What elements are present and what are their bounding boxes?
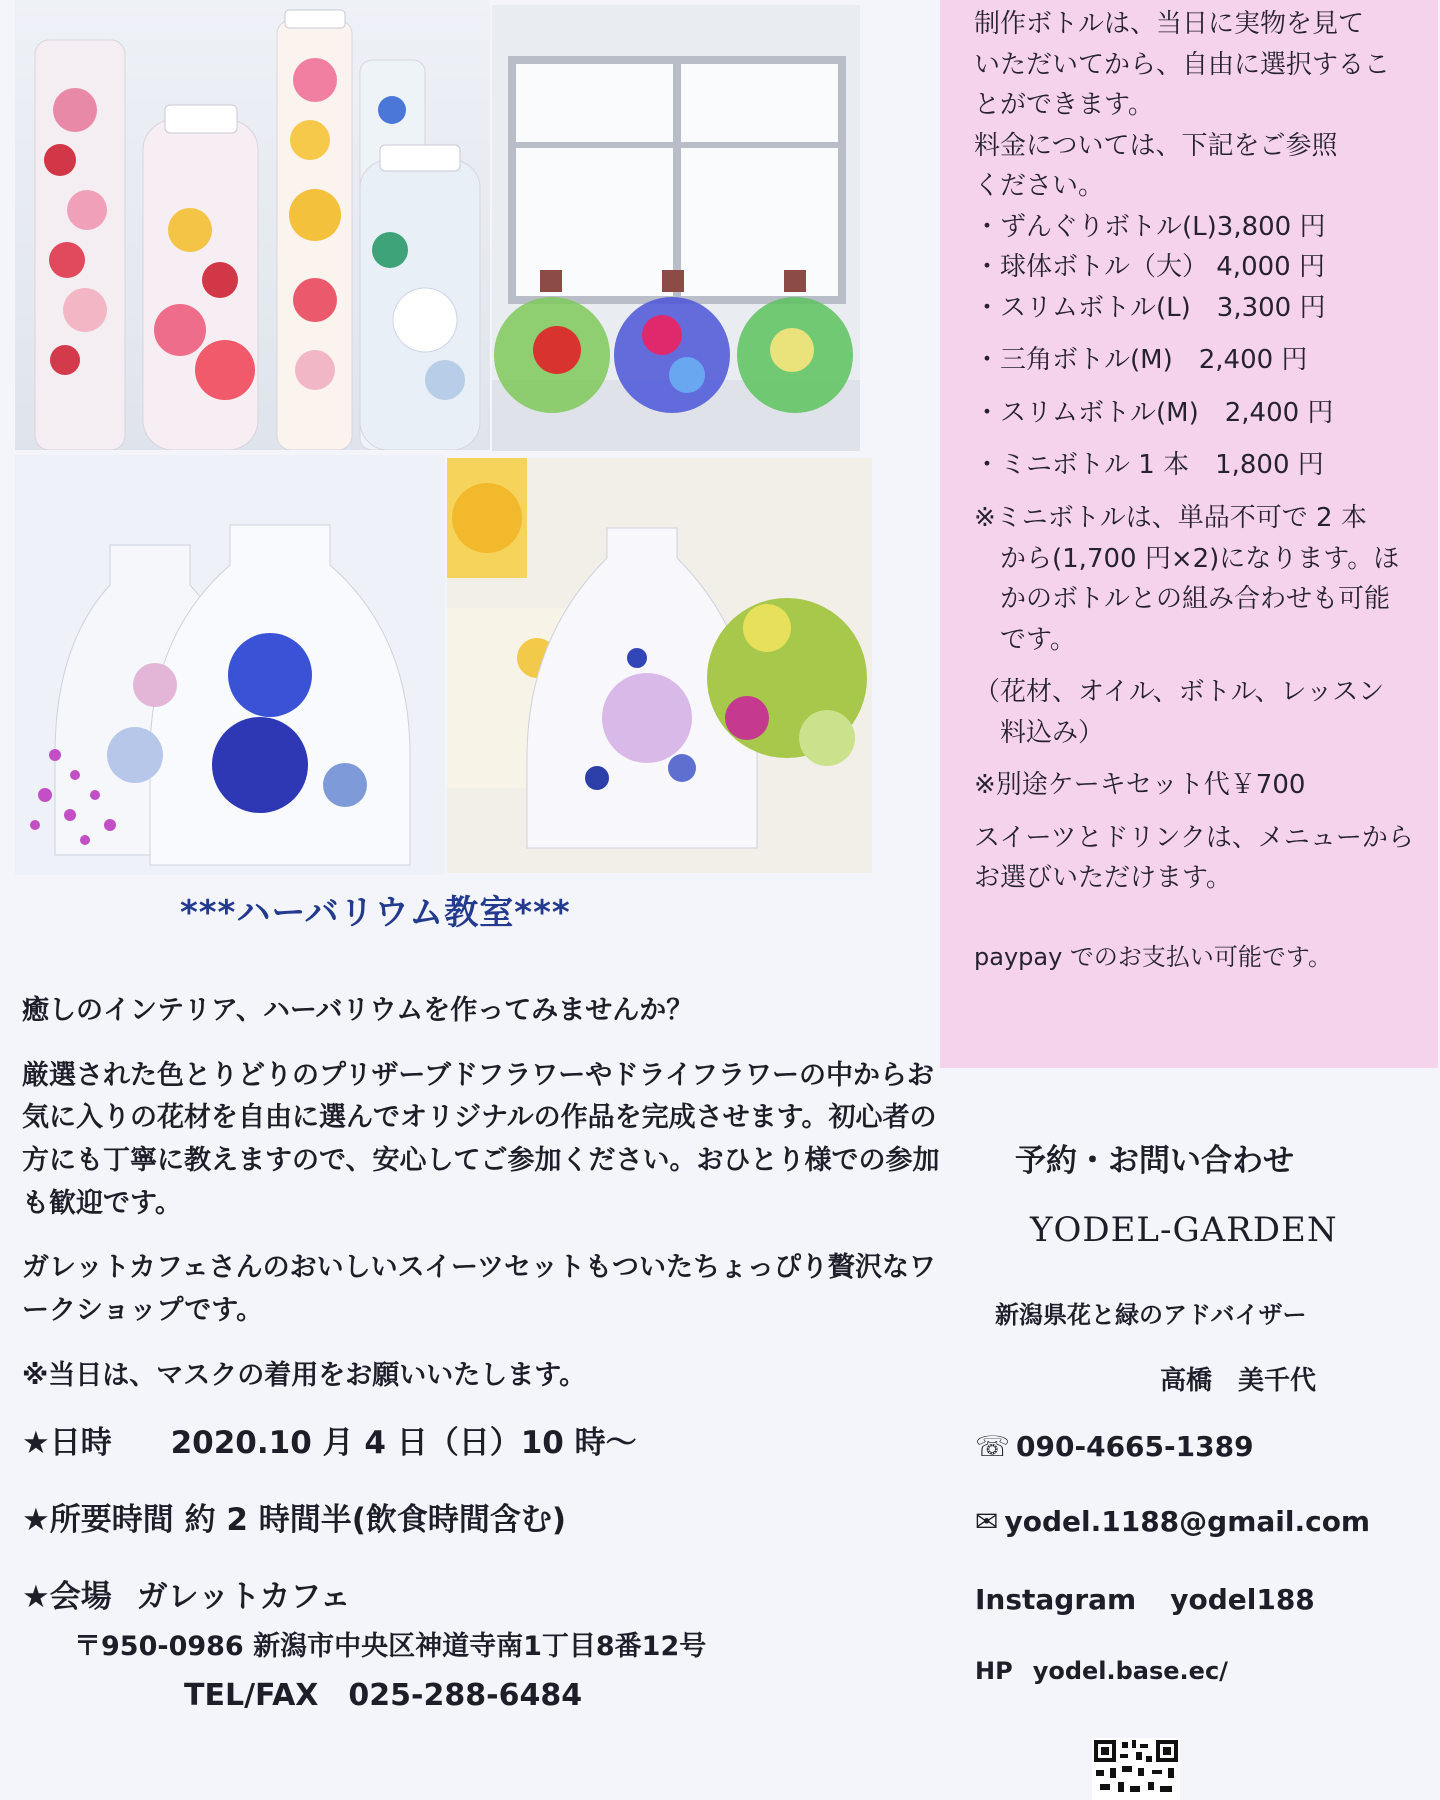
mail-icon: ✉ [975,1505,999,1538]
email-address[interactable]: yodel.1188@gmail.com [1004,1505,1371,1538]
duration-value: 約 2 時間半(飲食時間含む) [184,1502,567,1539]
sweets-note: スイーツとドリンクは、メニューから [974,822,1414,853]
venue-address-block [74,1624,942,1721]
pricing-panel [940,0,1438,1068]
instagram-handle[interactable]: yodel188 [1170,1583,1315,1616]
class-description [22,990,942,1721]
venue-tel: TEL/FAX 025-288-6484 [184,1678,583,1714]
phone-row[interactable] [975,1430,1254,1463]
included-note: （花材、オイル、ボトル、レッスン [974,677,1385,708]
phone-number[interactable]: 090-4665-1389 [1016,1430,1254,1463]
venue-row [22,1573,942,1622]
homepage-url[interactable]: yodel.base.ec/ [1032,1657,1228,1685]
intro-line: ください。 [974,171,1105,202]
date-label: ★日時 [22,1425,112,1462]
instagram-row[interactable] [975,1583,1315,1616]
included-note: 料込み） [974,717,1105,748]
photo-round-bottles-window [492,5,860,451]
mini-bottle-note: かのボトルとの組み合わせも可能 [974,584,1391,615]
mask-note: ※当日は、マスクの着用をお願いいたします。 [22,1359,587,1391]
class-title: ***ハーバリウム教室*** [180,893,571,933]
cafe-text: ガレットカフェさんのおいしいスイーツセットもついたちょっぴり贅沢なワークショップです。 [22,1252,936,1326]
advisor-name: 高橋 美千代 [1160,1366,1317,1396]
cake-set-note: ※別途ケーキセット代￥700 [974,770,1306,801]
price-item: ・スリムボトル(L) 3,300 円 [974,292,1326,323]
price-item: ・スリムボトル(M) 2,400 円 [974,397,1334,428]
photo-tall-bottles [15,0,490,450]
instagram-label: Instagram [975,1583,1137,1616]
mini-bottle-note: から(1,700 円×2)になります。ほ [974,543,1400,574]
homepage-label: HP [975,1657,1013,1685]
phone-icon: ☏ [975,1430,1011,1463]
price-item: ・ミニボトル 1 本 1,800 円 [974,450,1324,481]
homepage-row[interactable] [975,1657,1228,1685]
date-row [22,1419,942,1468]
lead-text: 癒しのインテリア、ハーバリウムを作ってみませんか？ [22,995,694,1026]
venue-address: 〒950-0986 新潟市中央区神道寺南1丁目8番12号 [74,1631,707,1663]
intro-line: 制作ボトルは、当日に実物を見て [974,9,1365,39]
duration-label: ★所要時間 [22,1502,174,1539]
email-row[interactable] [975,1505,1370,1538]
payment-note: paypay でのお支払い可能です。 [974,942,1332,971]
price-item: ・ずんぐりボトル(L)3,800 円 [974,211,1326,242]
description-text: 厳選された色とりどりのプリザーブドフラワーやドライフラワーの中からお気に入りの花材を自由に選んでオリジナルの作品を完成させます。初心者の方にも丁寧に教えますので、安心してご参加ください。おひとり様での参加も歓迎です。 [22,1059,940,1219]
price-item: ・球体ボトル（大） 4,000 円 [974,252,1325,283]
qr-code-icon[interactable] [1092,1738,1180,1800]
duration-row [22,1496,942,1545]
price-item: ・三角ボトル(M) 2,400 円 [974,345,1308,376]
contact-title: 予約・お問い合わせ [1015,1143,1294,1179]
intro-line: いただいてから、自由に選択するこ [974,49,1391,80]
date-value: 2020.10 月 4 日（日）10 時～ [170,1425,637,1462]
photo-triangle-bottle-flowers [447,458,872,873]
intro-line: 料金については、下記をご参照 [974,130,1338,161]
photo-bottles-blue-flowers [15,455,445,875]
advisor-role: 新潟県花と緑のアドバイザー [995,1301,1307,1329]
sweets-note: お選びいただけます。 [974,863,1232,894]
mini-bottle-note: です。 [974,624,1076,655]
brand-name: YODEL-GARDEN [1030,1210,1338,1250]
venue-value: ガレットカフェ [136,1579,351,1616]
mini-bottle-note: ※ミニボトルは、単品不可で 2 本 [974,503,1367,534]
venue-label: ★会場 [22,1579,112,1616]
intro-line: とができます。 [974,90,1154,121]
